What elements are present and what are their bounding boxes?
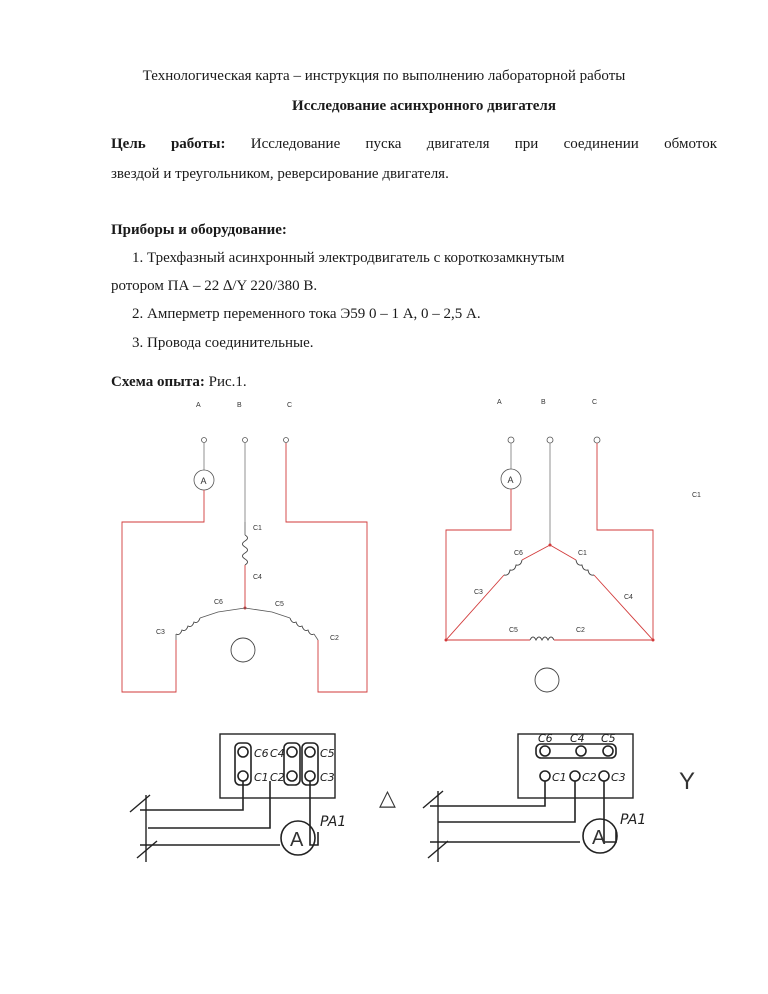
ammeter-symbol-left: A (290, 829, 304, 851)
meter-label-right: PA1 (620, 812, 647, 828)
goal-label: Цель работы: (111, 136, 226, 152)
winding-c6-c3-right (504, 560, 522, 575)
board-left-bottom-3: C3 (320, 771, 335, 784)
label-c2: C2 (330, 635, 339, 642)
label-c4-right: C4 (624, 594, 633, 601)
terminal-b (243, 438, 248, 443)
equipment-item-3: 3. Провода соединительные. (132, 335, 314, 351)
board-left-bottom-2: C2 (270, 771, 285, 784)
label-c3-right: C3 (474, 589, 483, 596)
board-left-top-1: C6 (254, 747, 269, 760)
equipment-item-1: 1. Трехфазный асинхронный электродвигатель с короткозамкнутым (132, 250, 565, 266)
board-right-bottom-3: C3 (611, 771, 626, 784)
label-c1-right: C1 (578, 550, 587, 557)
label-c2-right: C2 (576, 627, 585, 634)
goal-text-1: Исследование пуска двигателя при соединении обмоток (250, 136, 718, 152)
winding-c1-c4 (243, 535, 248, 565)
board-right-top-2: C4 (570, 732, 585, 745)
label-c1: C1 (253, 525, 262, 532)
label-c5: C5 (275, 601, 284, 608)
label-c5-right: C5 (509, 627, 518, 634)
phase-label-a: A (196, 402, 201, 409)
label-c4: C4 (253, 574, 262, 581)
ammeter-symbol-right: A (507, 475, 514, 485)
ammeter-symbol-right-board: A (592, 827, 606, 849)
board-right-top-3: C5 (601, 732, 616, 745)
label-c6: C6 (214, 599, 223, 606)
terminal-c-right (594, 437, 600, 443)
board-left-labels (254, 747, 396, 851)
ammeter-symbol: A (200, 476, 207, 486)
board-right-bottom-1: C1 (552, 771, 567, 784)
meter-label-left: PA1 (320, 814, 347, 830)
board-right-top-1: C6 (538, 732, 553, 745)
terminal-a-right (508, 437, 514, 443)
goal-line2: звездой и треугольником, реверсирование двигателя. (111, 166, 449, 182)
diagram-left-star (122, 402, 367, 692)
winding-c5-c2-right (530, 637, 554, 640)
label-c6-right: C6 (514, 550, 523, 557)
equipment-item-1-cont: ротором ПА – 22 ∆/Y 220/380 В. (111, 278, 318, 294)
board-left-bottom-1: C1 (254, 771, 269, 784)
equipment-item-2: 2. Амперметр переменного тока Э59 0 – 1 А, 0 – 2,5 А. (132, 306, 481, 322)
phase-label-a-right: A (497, 399, 502, 406)
board-right-bottom-2: C2 (582, 771, 597, 784)
terminal-b-right (547, 437, 553, 443)
scheme-label: Схема опыта: (111, 374, 205, 390)
board-left-top-3: C5 (320, 747, 335, 760)
star-symbol: Y (679, 768, 696, 795)
jumper-1 (235, 743, 251, 785)
phase-label-c-right: C (592, 399, 598, 406)
equipment-heading: Приборы и оборудование: (111, 222, 287, 238)
stray-label: C1 (692, 492, 701, 499)
winding-c1-c4-right (576, 560, 594, 575)
terminal-c (284, 438, 289, 443)
phase-label-c: C (287, 402, 293, 409)
phase-label-b-right: B (541, 399, 546, 406)
board-left-top-2: C4 (270, 747, 285, 760)
jumper-3 (302, 743, 318, 785)
winding-c5-c2 (290, 618, 314, 635)
diagram-right-delta (445, 399, 702, 692)
label-c3: C3 (156, 629, 165, 636)
jumper-2 (284, 743, 300, 785)
winding-c6-c3 (176, 618, 200, 635)
terminal-a (202, 438, 207, 443)
scheme-ref: Рис.1. (208, 374, 247, 390)
rotor-icon (231, 638, 255, 662)
rotor-icon-right (535, 668, 559, 692)
header-subtitle: Исследование асинхронного двигателя (292, 98, 556, 114)
phase-label-b: B (237, 402, 242, 409)
header-title: Технологическая карта – инструкция по выполнению лабораторной работы (142, 68, 626, 84)
delta-symbol: △ (379, 785, 396, 810)
board-left-delta (130, 734, 335, 862)
